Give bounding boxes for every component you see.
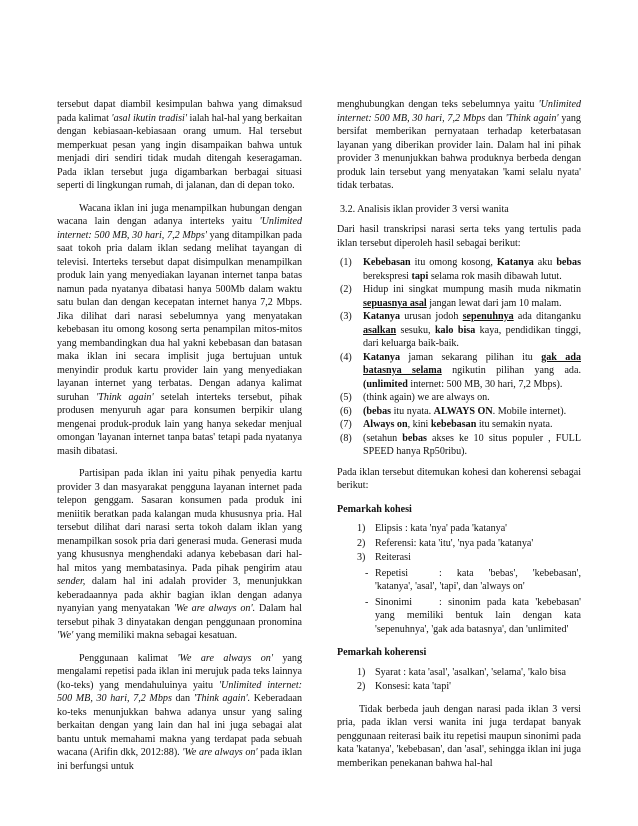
transcript-item: (7) Always on, kini kebebasan itu semakin nyata. (340, 419, 553, 430)
transcript-item: (1) Kebebasan itu omong kosong, Katanya aku bebas berekspresi tapi selama rok masih dibawah lutut. (340, 257, 581, 282)
list-item: 1) Syarat : kata 'asal', 'asalkan', 'selama', 'kalo bisa (357, 666, 566, 678)
list-item: - Sinonimi : sinonim pada kata 'kebebasan' yang memiliki bentuk lain dengan kata 'sepenuhnya', 'gak ada batasnya', dan 'unlimited' (365, 596, 581, 635)
list-item: - Repetisi : kata 'bebas', 'kebebasan', 'katanya', 'asal', 'tapi', dan 'always on' (365, 567, 581, 592)
transcript-list (337, 256, 581, 459)
list-item: 2) Konsesi: kata 'tapi' (357, 681, 451, 692)
list-item: 3) Reiterasi - Repetisi : kata 'bebas', 'kebebasan', 'katanya', 'asal', 'tapi', dan 'always on' - Sinonimi : sinonim pada kata 'kebebasan' yang memiliki bentuk lain dengan kata 'sepenuhnya', 'gak ada batasnya', dan 'unlimited' (337, 551, 581, 636)
paragraph: Partisipan pada iklan ini yaitu pihak penyedia kartu provider 3 dan masyarakat pengguna layanan internet pada telepon genggam. Sasaran konsumen pada produk ini meniitik beratkan pada kalangan muda khususnya pria. Hal tersebut dilihat dari narasi serta tokoh dalam iklan yang menampilkan sosok pria dari generasi muda. Generasi muda yang khususnya menghendaki adanya kebebasan dari hal-hal mitos yang membatasinya. Pada pihak pengirim atau sender, dalam hal ini adalah provider 3, menunjukkan keberadaannya pada akhir bagian iklan dengan adanya nyanyian yang menyatakan 'We are always on'. Dalam hal tersebut pihak 3 dinyatakan dengan penggunaan pronomina 'We' yang memiliki makna sebagai kesatuan. (57, 468, 302, 641)
paragraph: Pada iklan tersebut ditemukan kohesi dan koherensi sebagai berikut: (337, 466, 581, 491)
transcript-item: (6) (bebas itu nyata. ALWAYS ON. Mobile internet). (340, 405, 567, 417)
list-item: 2) Referensi: kata 'itu', 'nya pada 'katanya' (357, 537, 534, 549)
paragraph: Tidak berbeda jauh dengan narasi pada iklan 3 versi pria, pada iklan versi wanita ini juga terdapat banyak penggunaan reiterasi baik itu repetisi maupun sinonimi pada kata 'katanya', 'kebebasan', dan 'asal', sehingga iklan ini juga memberikan penekanan bahwa hal-hal (337, 703, 581, 769)
right-column (337, 98, 581, 770)
left-column (57, 98, 302, 773)
koherensi-list (337, 666, 581, 694)
list-item: 1) Elipsis : kata 'nya' pada 'katanya' (357, 523, 508, 534)
paragraph: menghubungkan dengan teks sebelumnya yaitu 'Unlimited internet: 500 MB, 30 hari, 7,2 Mbps dan 'Think again' yang bersifat memberikan pernyataan terhadap keterbatasan layanan yang diberikan provider lain. Dalam hal ini pihak provider 3 menunjukkan bahwa produknya berbeda dengan produk lain tersebut yang menyatakan 'kami selalu nyata' tidak terbatas. (337, 99, 581, 191)
transcript-item: (5) (think again) we are always on. (340, 392, 490, 403)
transcript-item: (4) Katanya jaman sekarang pilihan itu gak ada batasnya selama ngikutin pilihan yang ada. (unlimited internet: 500 MB, 30 hari, 7,2 Mbps). (340, 351, 581, 390)
paragraph: tersebut dapat diambil kesimpulan bahwa yang dimaksud pada kalimat 'asal ikutin tradisi' ialah hal-hal yang berkaitan dengan kebiasaan-kebiasaan orang umum. Hal tersebut memperkuat pesan yang ingin disampaikan bahwa untuk menjadi diri sendiri tidak mudah ditengah keseragaman. Pada iklan tersebut juga digambarkan berbagai situasi seperti di lingkungan rumah, di jalanan, dan di depan toko. (57, 99, 303, 191)
transcript-item: (2) Hidup ini singkat mumpung masih muda nikmatin sepuasnya asal jangan lewat dari jam 10 malam. (340, 284, 581, 309)
paragraph: Dari hasil transkripsi narasi serta teks yang tertulis pada iklan tersebut diperoleh hasil sebagai berikut: (337, 224, 581, 249)
kohesi-list (337, 522, 581, 636)
koherensi-heading: Pemarkah koherensi (337, 647, 427, 658)
transcript-item: (8) (setahun bebas akses ke 10 situs populer , FULL SPEED hanya Rp50ribu). (340, 432, 581, 457)
section-heading: 3.2. Analisis iklan provider 3 versi wanita (340, 203, 509, 215)
kohesi-heading: Pemarkah kohesi (337, 503, 412, 515)
paragraph: Wacana iklan ini juga menampilkan hubungan dengan wacana lain dengan adanya interteks yaitu 'Unlimited internet: 500 MB, 30 hari, 7,2 Mbps' yang ditampilkan pada saat tokoh pria dalam iklan sedang melihat tayangan di televisi. Interteks tersebut dapat disimpulkan menampilkan produk lain yang menyediakan layanan internet tanpa batas namun pada nyatanya dibatasi hanya 500Mb dalam waktu satu bulan dan dengan kecepatan internet hanya 7,2 Mbps. Jika dilihat dari narasi sebelumnya yang menyatakan kebebasan itu omong kosong serta penampilan mitos-mitos yang membandingkan dua hal yakni kebebasan dan batasan maka iklan ini secara implisit juga bertujuan untuk menyindir produk kartu provider lain yang menyediakan layanan internet yang terbatas. Dengan adanya kalimat suruhan 'Think again' setelah interteks tersebut, pihak produsen menyuruh agar para konsumen berpikir ulang mengenai produk-produk lain yang hanya sekedar menjual omongan 'layanan internet tanpa batas' tetapi pada nyatanya masih dibatasi. (57, 202, 303, 457)
transcript-item: (3) Katanya urusan jodoh sepenuhnya ada ditanganku asalkan sesuku, kalo bisa kaya, pendidikan tinggi, dari keluarga baik-baik. (340, 311, 581, 349)
paragraph: Penggunaan kalimat 'We are always on' yang mengalami repetisi pada iklan ini merujuk pada teks lainnya (ko-teks) yang mendahuluinya yaitu 'Unlimited internet: 500 MB, 30 hari, 7,2 Mbps dan 'Think again'. Keberadaan ko-teks menunjukkan bahwa adanya unsur yang saling berkaitan dengan yang lain dan hal ini juga sebagai alat bantu untuk memahami makna yang terdapat pada sebuah wacana (Arifin dkk, 2012:88). 'We are always on' pada iklan ini berfungsi untuk (57, 652, 303, 772)
